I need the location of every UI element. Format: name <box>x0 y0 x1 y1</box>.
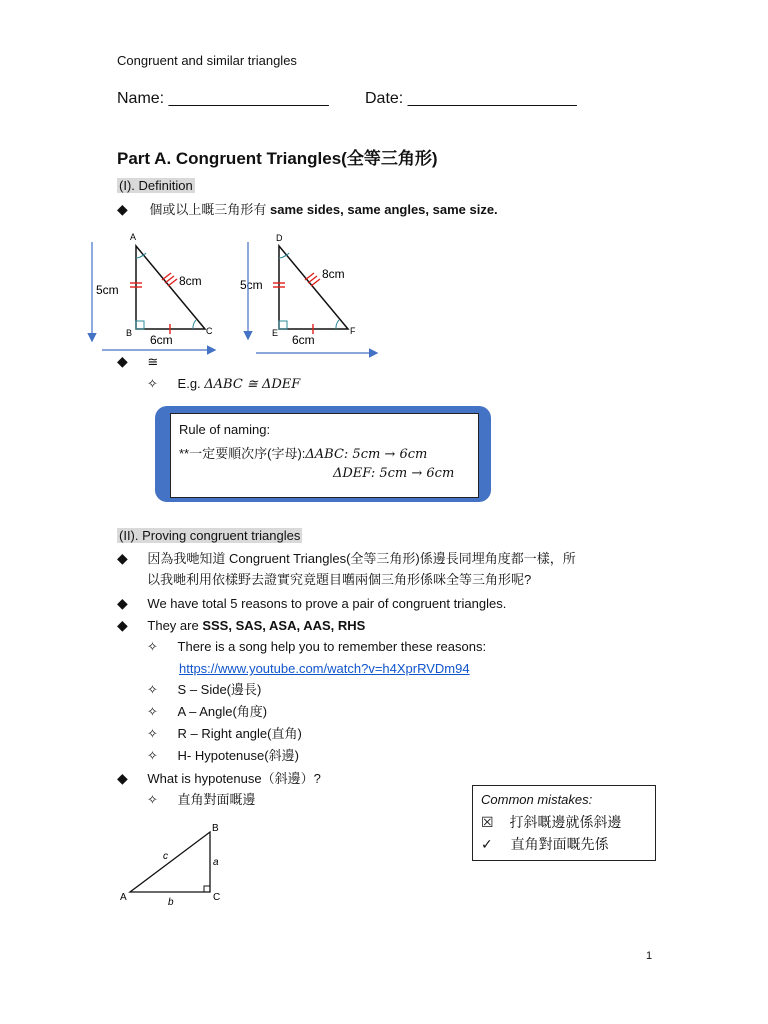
page-number: 1 <box>646 950 653 962</box>
reason-r-text: R – Right angle(直角) <box>177 726 302 741</box>
reason-s <box>147 679 261 701</box>
congruent-triangles-figure <box>80 228 390 363</box>
proving-bullet-3 <box>117 614 365 637</box>
definition-bold: same sides, same angles, same size. <box>270 202 498 217</box>
rule-line-1-math: ΔABC: 5cm → 6cm <box>305 447 428 462</box>
youtube-link[interactable]: https://www.youtube.com/watch?v=h4XprRVDm94 <box>179 661 470 676</box>
reason-a <box>147 701 267 723</box>
proving-title <box>117 528 302 543</box>
side-c-label: c <box>163 851 168 862</box>
side-ac-label: 8cm <box>179 274 202 288</box>
definition-bullet <box>117 199 498 218</box>
hypotenuse-question-text: What is hypotenuse（斜邊）? <box>147 771 321 786</box>
diamond-bullet-icon: ◆ <box>117 617 128 633</box>
diamond-bullet-icon: ◆ <box>117 770 128 786</box>
date-field[interactable]: Date: ___________________ <box>365 90 577 107</box>
diamond-bullet-icon: ◆ <box>117 353 128 369</box>
reason-h-text: H- Hypotenuse(斜邊) <box>177 748 299 763</box>
name-field[interactable]: Name: __________________ <box>117 90 329 107</box>
reason-s-text: S – Side(邊長) <box>177 682 262 697</box>
diamond-bullet-icon: ◆ <box>117 595 128 611</box>
star-bullet-icon: ✧ <box>147 792 158 807</box>
definition-title-text: (I). Definition <box>119 178 193 193</box>
vertex-a-label: A <box>120 892 127 903</box>
part-a-heading: Part A. Congruent Triangles(全等三角形) <box>117 149 438 168</box>
mistake-wrong <box>481 812 621 832</box>
triangle-def <box>240 233 356 347</box>
vertex-e-label: E <box>272 328 279 338</box>
reason-h <box>147 745 299 767</box>
document-title: Congruent and similar triangles <box>117 53 297 68</box>
mistake-right-text: 直角對面嘅先係 <box>510 836 609 852</box>
proving-title-text: (II). Proving congruent triangles <box>119 528 301 543</box>
crossed-box-icon: ☒ <box>481 814 494 830</box>
proving-text-1a: 因為我哋知道 Congruent Triangles(全等三角形)係邊長同埋角度都一樣，所 <box>147 551 576 566</box>
side-ab-label: 5cm <box>96 283 119 297</box>
rule-line-1-prefix: **一定要順次序(字母): <box>179 446 306 461</box>
vertex-d-label: D <box>276 233 283 243</box>
song-text: There is a song help you to remember these reasons: <box>177 639 487 654</box>
side-de-label: 5cm <box>240 278 263 292</box>
star-bullet-icon: ✧ <box>147 748 158 763</box>
proving-text-2: We have total 5 reasons to prove a pair of congruent triangles. <box>147 596 507 611</box>
reason-r <box>147 723 302 745</box>
proving-bullet-2 <box>117 592 506 615</box>
definition-text: 個或以上嘅三角形有 <box>149 202 271 217</box>
star-bullet-icon: ✧ <box>147 639 158 654</box>
proving-bullet-1 <box>117 547 576 570</box>
rule-line-2: ΔDEF: 5cm → 6cm <box>333 466 455 481</box>
common-mistakes-box <box>472 785 656 861</box>
diamond-bullet-icon: ◆ <box>117 201 128 217</box>
vertex-b-label: B <box>212 823 219 834</box>
proving-text-3-prefix: They are <box>147 618 203 633</box>
example-line <box>147 376 300 392</box>
side-df-label: 8cm <box>322 267 345 281</box>
star-bullet-icon: ✧ <box>147 376 158 391</box>
reasons-list: SSS, SAS, ASA, AAS, RHS <box>202 618 366 633</box>
rule-title: Rule of naming: <box>179 422 271 437</box>
rule-line-1 <box>179 443 427 462</box>
hypotenuse-answer-text: 直角對面嘅邊 <box>177 792 256 807</box>
triangle-abc <box>96 232 213 347</box>
right-triangle-figure <box>115 818 235 910</box>
reason-a-text: A – Angle(角度) <box>177 704 268 719</box>
checkmark-icon: ✓ <box>481 836 493 852</box>
proving-text-1b: 以我哋利用依樣野去證實究竟題目嚿兩個三角形係咪全等三角形呢? <box>147 572 532 587</box>
definition-title <box>117 178 195 193</box>
song-link[interactable] <box>179 658 470 680</box>
hypotenuse-answer <box>147 789 256 811</box>
vertex-f-label: F <box>350 326 356 336</box>
star-bullet-icon: ✧ <box>147 726 158 741</box>
vertex-a-label: A <box>130 232 137 242</box>
example-math: ΔABC ≅ ΔDEF <box>204 377 301 392</box>
song-line <box>147 636 486 658</box>
mistake-wrong-text: 打斜嘅邊就係斜邊 <box>509 814 622 830</box>
side-bc-label: 6cm <box>150 333 173 347</box>
side-ef-label: 6cm <box>292 333 315 347</box>
star-bullet-icon: ✧ <box>147 704 158 719</box>
rule-of-naming-box <box>170 413 479 498</box>
example-prefix: E.g. <box>177 376 205 391</box>
diamond-bullet-icon: ◆ <box>117 550 128 566</box>
mistakes-title: Common mistakes: <box>481 792 593 807</box>
hypotenuse-question <box>117 767 321 790</box>
side-b-label: b <box>168 897 174 908</box>
mistake-right <box>481 834 609 854</box>
vertex-b-label: B <box>126 328 133 338</box>
side-a-label: a <box>213 857 219 868</box>
vertex-c-label: C <box>206 326 213 336</box>
star-bullet-icon: ✧ <box>147 682 158 697</box>
vertex-c-label: C <box>213 892 221 903</box>
congruence-symbol: ≅ <box>147 354 159 369</box>
congruence-bullet <box>117 353 158 370</box>
